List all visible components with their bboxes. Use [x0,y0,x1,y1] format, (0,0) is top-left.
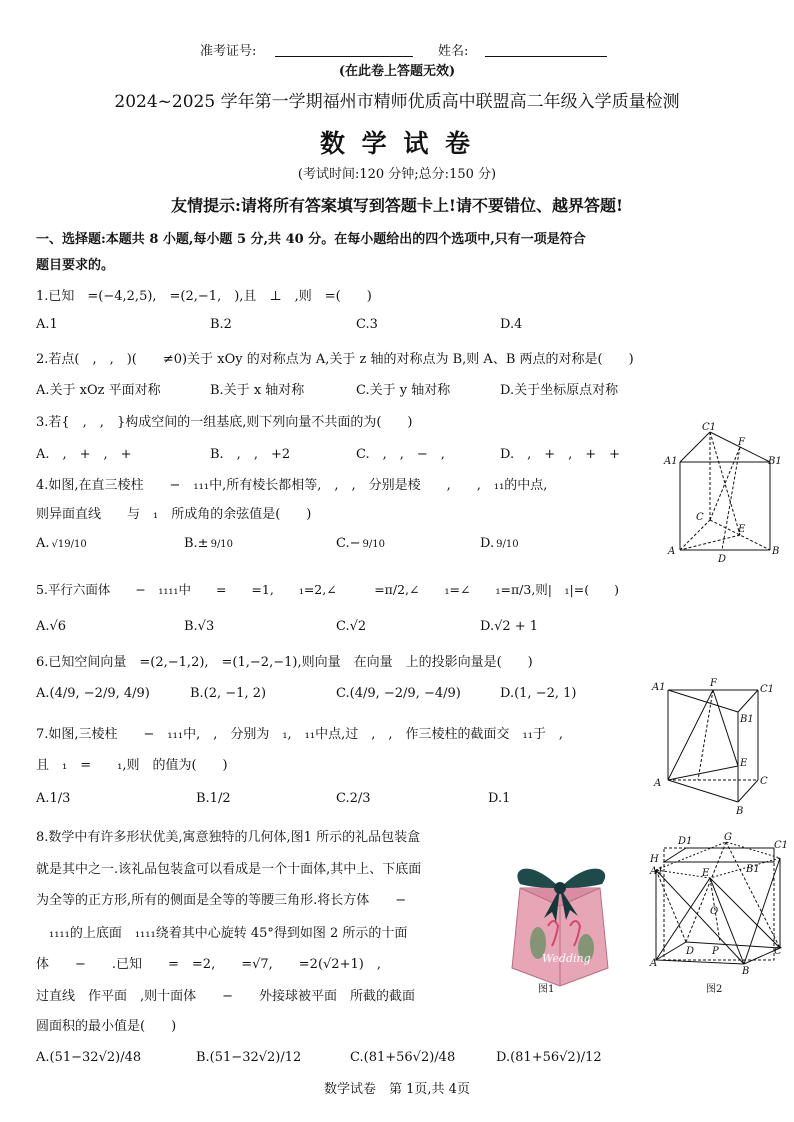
q5-option-a[interactable]: A.√6 [36,619,67,634]
q6-option-c[interactable]: C.(4/9, −2/9, −4/9) [336,686,461,701]
label-b1: B1 [746,864,760,875]
q3-option-c[interactable]: C. , , − , [356,447,445,462]
label-a: A [650,958,658,969]
q1-stem: 1.已知 =(−4,2,5), =(2,−1, ),且 ⊥ ,则 =( ) [36,289,372,304]
section1-heading-line1: 一、选择题:本题共 8 小题,每小题 5 分,共 40 分。在每小题给出的四个选项中,只有一项是符合 [36,232,586,247]
label-e: E [702,868,710,879]
box-text: Wedding [542,952,591,965]
label-b1: B1 [740,714,754,725]
q1-option-d[interactable]: D.4 [500,317,523,332]
q3-option-a[interactable]: A. , + , + [36,447,132,462]
label-f: F [738,437,745,448]
q7-stem-line1: 7.如图,三棱柱 − ₁₁₁中, , 分别为 ₁, ₁₁中点,过 , , 作三棱柱的截面交 ₁₁于 , [36,727,564,742]
exam-id-label: 准考证号: [200,44,257,59]
page-footer: 数学试卷 第 1页,共 4页 [324,1082,470,1097]
name-label: 姓名: [438,44,469,59]
label-a: A [654,778,662,789]
q7-option-b[interactable]: B.1/2 [196,791,231,806]
name-blank[interactable] [485,56,607,57]
label-g: G [724,832,732,843]
label-e: E [738,524,746,535]
q2-stem: 2.若点( , , )( ≠0)关于 xOy 的对称点为 A,关于 z 轴的对称点为 B,则 A、B 两点的对称是( ) [36,352,634,367]
label-b1: B1 [768,456,782,467]
q2-option-a[interactable]: A.关于 xOz 平面对称 [36,383,161,398]
q8-line2: 就是其中之一.该礼品包装盒可以看成是一个十面体,其中上、下底面 [36,862,422,877]
q3-stem: 3.若{ , , }构成空间的一组基底,则下列向量不共面的为( ) [36,415,413,430]
q3-option-d[interactable]: D. , + , + + [500,447,621,462]
q4-stem-line2: 则异面直线 与 ₁ 所成角的余弦值是( ) [36,507,312,522]
q3-option-b[interactable]: B. , , +2 [210,447,291,462]
gift-box-figure [490,848,630,998]
q7-prism-figure [650,672,784,818]
section1-heading-line2: 题目要求的。 [36,258,115,273]
q4-option-c[interactable]: C.− 9/10 [336,536,385,551]
invalid-notice: (在此卷上答题无效) [338,64,456,79]
q6-option-d[interactable]: D.(1, −2, 1) [500,686,577,701]
q6-option-b[interactable]: B.(2, −1, 2) [190,686,267,701]
label-p: P [712,946,719,957]
label-d: D [686,946,695,957]
q7-option-c[interactable]: C.2/3 [336,791,371,806]
label-c: C [760,776,768,787]
exam-id-blank[interactable] [275,56,413,57]
q5-option-d[interactable]: D.√2 + 1 [480,619,539,634]
q1-option-c[interactable]: C.3 [356,317,378,332]
label-b: B [736,806,744,817]
reminder: 友情提示:请将所有答案填写到答题卡上!请不要错位、越界答题! [171,196,623,215]
q4-option-b[interactable]: B.± 9/10 [184,536,234,551]
label-a1: A1 [650,866,664,877]
q4-prism-figure [662,420,784,566]
q7-option-d[interactable]: D.1 [488,791,511,806]
q7-stem-line2: 且 ₁ = ₁,则 的值为( ) [36,758,228,773]
label-c: C [696,512,704,523]
label-o: O [710,906,719,917]
q5-stem: 5.平行六面体 − ₁₁₁₁中 = =1, ₁=2,∠ =π/2,∠ ₁=∠ ₁=π/3,则| ₁|=( ) [36,582,619,597]
time-score: (考试时间:120 分钟;总分:150 分) [297,167,497,182]
label-c: C [774,946,782,957]
q2-option-b[interactable]: B.关于 x 轴对称 [210,383,305,398]
label-d: D [718,554,727,565]
q8-option-c[interactable]: C.(81+56√2)/48 [350,1050,456,1065]
q8-option-b[interactable]: B.(51−32√2)/12 [196,1050,302,1065]
q1-option-a[interactable]: A.1 [36,317,58,332]
q4-stem-line1: 4.如图,在直三棱柱 − ₁₁₁中,所有棱长都相等, , , 分别是棱 , , ₁₁的中点, [36,478,548,493]
q6-option-a[interactable]: A.(4/9, −2/9, 4/9) [36,686,150,701]
q6-stem: 6.已知空间向量 =(2,−1,2), =(1,−2,−1),则向量 在向量 上的投影向量是( ) [36,655,533,670]
q8-line7: 圆面积的最小值是( ) [36,1019,177,1034]
q4-option-a[interactable]: A. √19/10 [36,536,87,551]
label-f: F [710,678,717,689]
page-title: 数 学 试 卷 [319,129,475,158]
q5-option-b[interactable]: B.√3 [184,619,215,634]
label-c1: C1 [774,840,789,851]
label-c1: C1 [760,684,775,695]
label-e: E [740,758,748,769]
fig2-caption: 图2 [706,984,723,995]
label-a: A [668,546,676,557]
label-b: B [742,966,750,977]
label-h: H [650,854,659,865]
q8-line5: 体 − .已知 = =2, =√7, =2(√2+1) , [36,957,381,972]
q8-line6: 过直线 作平面 ,则十面体 − 外接球被平面 所截的截面 [36,989,416,1004]
q8-line1: 8.数学中有许多形状优美,寓意独特的几何体,图1 所示的礼品包装盒 [36,830,421,845]
q1-option-b[interactable]: B.2 [210,317,232,332]
q7-option-a[interactable]: A.1/3 [36,791,71,806]
label-a1: A1 [652,682,666,693]
label-a1: A1 [664,456,678,467]
q5-option-c[interactable]: C.√2 [336,619,367,634]
q2-option-c[interactable]: C.关于 y 轴对称 [356,383,451,398]
q2-option-d[interactable]: D.关于坐标原点对称 [500,383,619,398]
q8-line3: 为全等的正方形,所有的侧面是全等的等腰三角形.将长方体 − [36,893,407,908]
label-b: B [772,546,780,557]
q8-option-d[interactable]: D.(81+56√2)/12 [496,1050,602,1065]
q4-option-d[interactable]: D. 9/10 [480,536,519,551]
q8-line4: ₁₁₁₁的上底面 ₁₁₁₁绕着其中心旋转 45°得到如图 2 所示的十面 [36,926,408,941]
q8-option-a[interactable]: A.(51−32√2)/48 [36,1050,142,1065]
exam-subtitle: 2024~2025 学年第一学期福州市精师优质高中联盟高二年级入学质量检测 [114,92,680,112]
decahedron-figure [650,830,789,1000]
label-d1: D1 [678,836,693,847]
fig1-caption: 图1 [538,984,555,995]
label-c1: C1 [702,422,717,433]
